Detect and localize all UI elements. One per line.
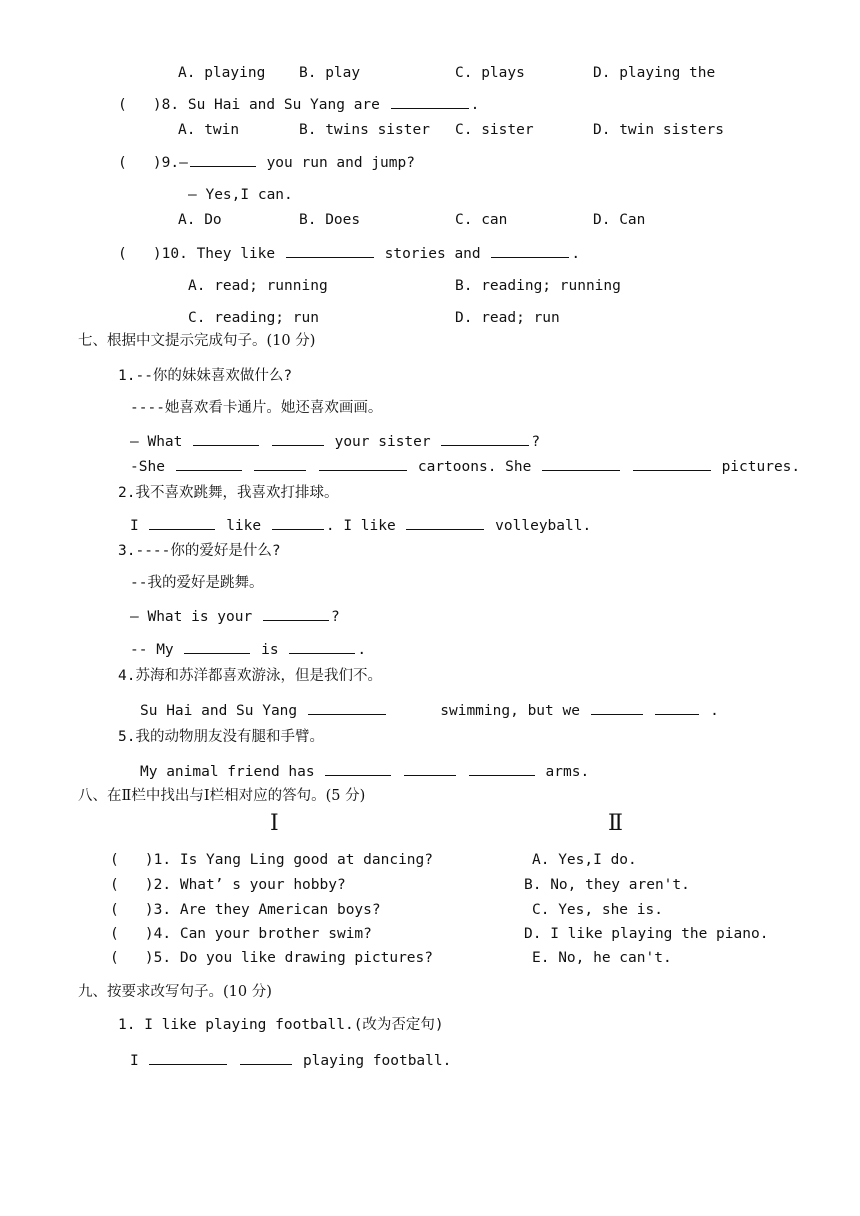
answer-blank[interactable] <box>655 713 699 715</box>
s7q1a-part3: ? <box>531 434 541 450</box>
s7q3a-part2: ? <box>330 609 340 625</box>
q7-option-c: C. plays <box>455 65 525 81</box>
s7-q3-chinese-question: 3.----你的爱好是什么? <box>118 543 281 559</box>
s7q3b-part2: is <box>261 642 279 658</box>
match-right-item: A. Yes,I do. <box>532 852 637 868</box>
answer-blank[interactable] <box>542 469 620 471</box>
q8-option-d: D. twin sisters <box>593 122 724 138</box>
q8-prefix: ( )8. Su Hai and Su Yang are <box>118 97 380 113</box>
question-9 <box>118 153 415 173</box>
answer-blank[interactable] <box>176 469 242 471</box>
q10-suffix: . <box>571 246 581 262</box>
s7q4-part3: . <box>710 703 719 719</box>
answer-blank[interactable] <box>289 652 355 654</box>
s7q1a-part1: — What <box>130 434 183 450</box>
match-right-item: D. I like playing the piano. <box>524 926 769 942</box>
q10-mid: stories and <box>384 246 481 262</box>
q7-option-a: A. playing <box>178 65 266 81</box>
answer-blank[interactable] <box>272 528 324 530</box>
answer-blank[interactable] <box>190 165 256 167</box>
q10-option-b: B. reading; running <box>455 278 621 294</box>
s7q4-part1: Su Hai and Su Yang <box>140 703 298 719</box>
s7-q1-chinese-question: 1.--你的妹妹喜欢做什么? <box>118 368 293 384</box>
answer-blank[interactable] <box>263 619 329 621</box>
answer-blank[interactable] <box>149 528 215 530</box>
q7-option-d: D. playing the <box>593 65 716 81</box>
q7-option-b: B. play <box>299 65 361 81</box>
answer-blank[interactable] <box>308 713 386 715</box>
q9-option-b: B. Does <box>299 212 361 228</box>
q8-option-b: B. twins sister <box>299 122 430 138</box>
s9-q1-english <box>130 1051 451 1071</box>
s7-q1-english-question <box>130 432 540 452</box>
answer-blank[interactable] <box>319 469 407 471</box>
answer-blank[interactable] <box>325 774 391 776</box>
answer-blank[interactable] <box>149 1063 227 1065</box>
q10-prefix: ( )10. They like <box>118 246 276 262</box>
question-8 <box>118 95 479 115</box>
answer-blank[interactable] <box>406 528 484 530</box>
match-left-item: ( )2. What’ s your hobby? <box>110 877 346 893</box>
column-2-label: Ⅱ <box>608 811 623 836</box>
answer-blank[interactable] <box>591 713 643 715</box>
s7-q3-english-answer <box>130 640 366 660</box>
match-left-item: ( )4. Can your brother swim? <box>110 926 372 942</box>
answer-blank[interactable] <box>254 469 306 471</box>
question-10 <box>118 244 580 264</box>
q9-option-c: C. can <box>455 212 508 228</box>
answer-blank[interactable] <box>286 256 374 258</box>
s7q3b-part1: -- My <box>130 642 174 658</box>
q9-suffix: you run and jump? <box>257 155 415 171</box>
section9-heading: 九、按要求改写句子。(10 分) <box>78 984 272 1000</box>
answer-blank[interactable] <box>441 444 529 446</box>
q9-prefix: ( )9.— <box>118 155 188 171</box>
s7q2-part1: I <box>130 518 139 534</box>
s9-q1-instruction: 1. I like playing football.(改为否定句) <box>118 1017 444 1033</box>
s7-q1-english-answer <box>130 457 800 477</box>
q10-option-a: A. read; running <box>188 278 328 294</box>
match-left-item: ( )5. Do you like drawing pictures? <box>110 950 434 966</box>
q8-option-a: A. twin <box>178 122 240 138</box>
s7-q3-english-question <box>130 607 340 627</box>
s7-q2-english <box>130 516 591 536</box>
answer-blank[interactable] <box>491 256 569 258</box>
answer-blank[interactable] <box>404 774 456 776</box>
s9q1-part2: playing football. <box>302 1053 452 1069</box>
answer-blank[interactable] <box>272 444 324 446</box>
s7-q4-english <box>140 701 719 721</box>
match-right-item: C. Yes, she is. <box>532 902 663 918</box>
section8-heading: 八、在Ⅱ栏中找出与Ⅰ栏相对应的答句。(5 分) <box>78 788 366 804</box>
s7q5-part2: arms. <box>545 764 590 780</box>
q9-option-d: D. Can <box>593 212 646 228</box>
q9-option-a: A. Do <box>178 212 222 228</box>
answer-blank[interactable] <box>469 774 535 776</box>
s9q1-part1: I <box>130 1053 139 1069</box>
match-left-item: ( )1. Is Yang Ling good at dancing? <box>110 852 434 868</box>
column-1-label: Ⅰ <box>270 811 279 836</box>
q8-suffix: . <box>470 97 480 113</box>
s7-q3-chinese-answer: --我的爱好是跳舞。 <box>130 575 264 591</box>
s7q3a-part1: — What is your <box>130 609 253 625</box>
s7q2-part2: like <box>226 518 262 534</box>
s7-q2-chinese: 2.我不喜欢跳舞，我喜欢打排球。 <box>118 485 339 501</box>
q9-answer: — Yes,I can. <box>188 187 293 203</box>
s7q1b-part1: -She <box>130 459 165 475</box>
match-right-item: E. No, he can't. <box>532 950 672 966</box>
s7-q5-chinese: 5.我的动物朋友没有腿和手臂。 <box>118 729 324 745</box>
q10-option-d: D. read; run <box>455 310 560 326</box>
s7q1b-part3: pictures. <box>721 459 801 475</box>
s7q4-part2: swimming, but we <box>440 703 580 719</box>
section7-heading: 七、根据中文提示完成句子。(10 分) <box>78 333 316 349</box>
s7q1a-part2: your sister <box>334 434 431 450</box>
s7q2-part4: volleyball. <box>495 518 592 534</box>
s7-q4-chinese: 4.苏海和苏洋都喜欢游泳，但是我们不。 <box>118 668 382 684</box>
s7q5-part1: My animal friend has <box>140 764 315 780</box>
match-left-item: ( )3. Are they American boys? <box>110 902 381 918</box>
answer-blank[interactable] <box>193 444 259 446</box>
s7-q5-english <box>140 762 589 782</box>
s7-q1-chinese-answer: ----她喜欢看卡通片。她还喜欢画画。 <box>130 400 383 416</box>
s7q3b-part3: . <box>357 642 367 658</box>
answer-blank[interactable] <box>391 107 469 109</box>
answer-blank[interactable] <box>240 1063 292 1065</box>
q8-option-c: C. sister <box>455 122 534 138</box>
s7q1b-part2: cartoons. She <box>417 459 532 475</box>
answer-blank[interactable] <box>184 652 250 654</box>
s7q2-part3: . I like <box>325 518 396 534</box>
q10-option-c: C. reading; run <box>188 310 319 326</box>
match-right-item: B. No, they aren't. <box>524 877 690 893</box>
answer-blank[interactable] <box>633 469 711 471</box>
